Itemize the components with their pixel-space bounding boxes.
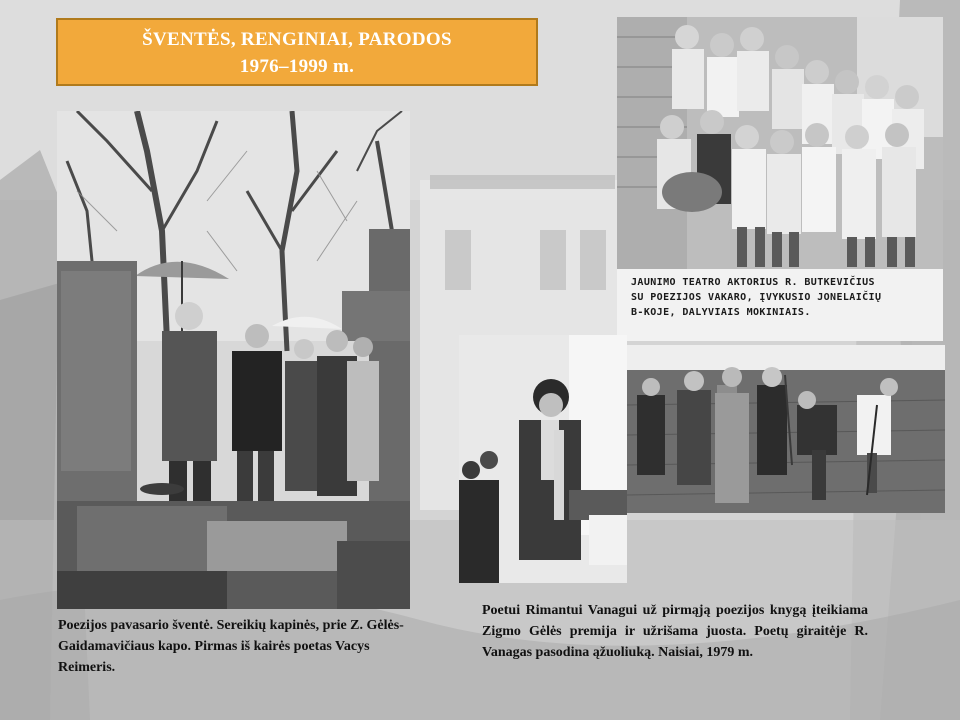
photo-youth-theatre-group: [617, 17, 943, 341]
handwritten-line: SU POEZIJOS VAKARO, ĮVYKUSIO JONELAIČIŲ: [631, 292, 882, 303]
handwritten-line: B-KOJE, DALYVIAIS MOKINIAIS.: [631, 307, 811, 318]
caption-cemetery: Poezijos pavasario šventė. Sereikių kapinės, prie Z. Gėlės-Gaidamavičiaus kapo. Pirmas iš kairės poetas Vacys Reimeris.: [58, 618, 404, 675]
slide-title: ŠVENTĖS, RENGINIAI, PARODOS: [142, 29, 452, 50]
slide-title-years: 1976–1999 m.: [239, 56, 355, 77]
caption-award-ceremony: Poetui Rimantui Vanagui už pirmąją poezijos knygą įteikiama Zigmo Gėlės premija ir užrišama juosta. Poetų giraitėje R. Vanagas pasodina ąžuoliuką. Naisiai, 1979 m.: [482, 603, 868, 660]
handwritten-line: JAUNIMO TEATRO AKTORIUS R. BUTKEVIČIUS: [631, 277, 875, 288]
photo-cemetery-poetry-festival: [57, 111, 410, 609]
photo-tree-planting: [627, 345, 945, 513]
handwritten-caption-theatre: [631, 275, 941, 320]
slide-title-banner: [56, 18, 538, 86]
photo-award-ceremony: [459, 335, 627, 583]
